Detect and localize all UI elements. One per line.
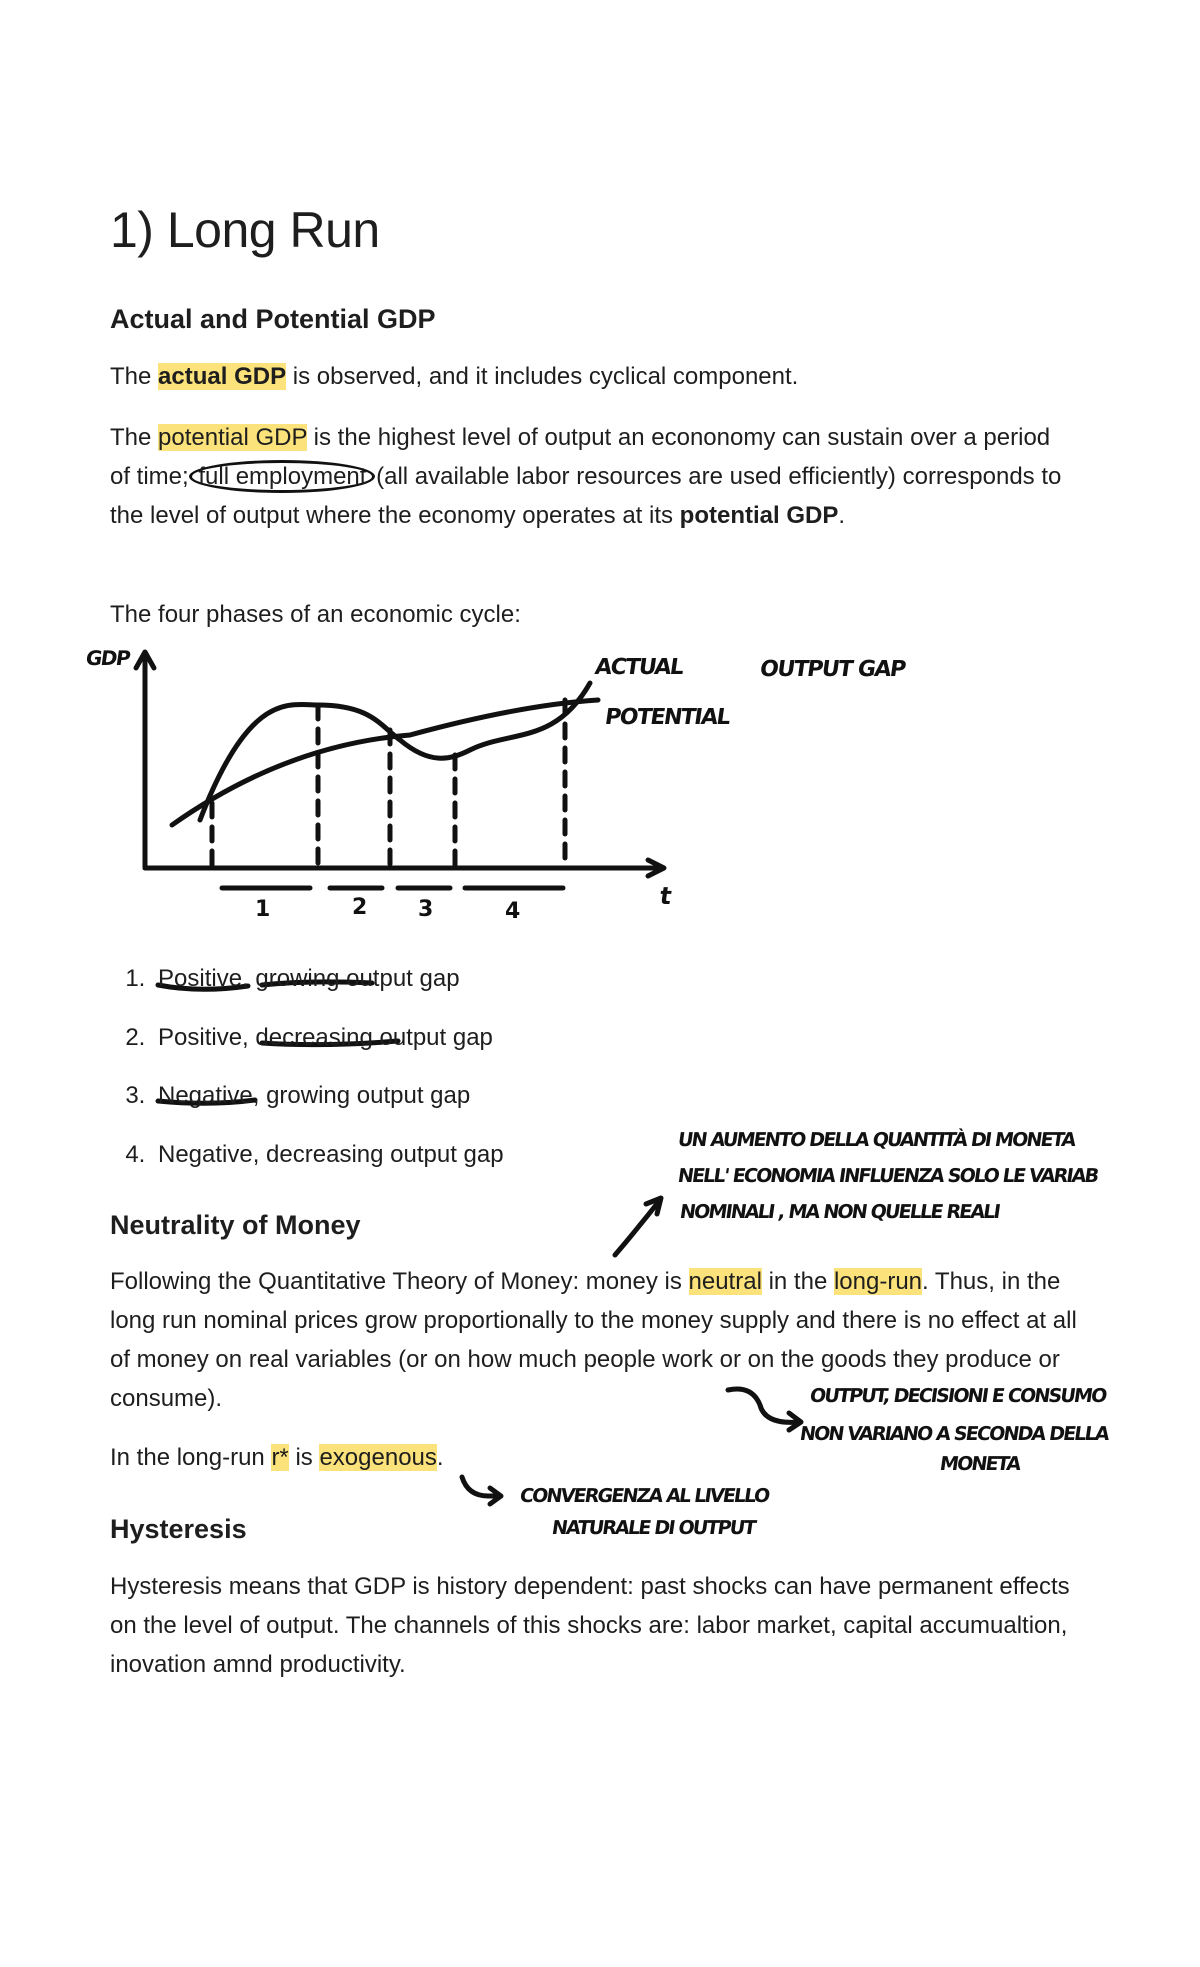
label-actual: ACTUAL <box>593 655 685 680</box>
list-item <box>152 1009 504 1068</box>
phase-number-3: 3 <box>418 897 434 922</box>
section-title-gdp: Actual and Potential GDP <box>110 304 436 334</box>
phases-list <box>110 950 504 1184</box>
page-title: 1) Long Run <box>110 202 380 258</box>
text: Positive, <box>158 1023 256 1051</box>
bold-potential-gdp: potential GDP <box>679 502 839 529</box>
axis-label-t: t <box>658 882 672 910</box>
text: in the <box>761 1268 834 1295</box>
section-title-hysteresis: Hysteresis <box>110 1514 247 1544</box>
note-convergence-line-1: CONVERGENZA AL LIVELLO <box>518 1485 770 1507</box>
text: output gap <box>372 1023 493 1051</box>
section-title-money: Neutrality of Money <box>110 1210 361 1240</box>
note-output-line-1: OUTPUT, DECISIONI E CONSUMO <box>808 1385 1107 1407</box>
note-convergence-line-2: NATURALE DI OUTPUT <box>550 1517 757 1539</box>
text: The <box>110 424 159 451</box>
text: . <box>436 1444 444 1471</box>
note-money-line-3: NOMINALI , MA NON QUELLE REALI <box>678 1201 1001 1223</box>
list-item <box>152 950 504 1009</box>
potential-gdp-curve <box>172 700 598 825</box>
paragraph-r-star <box>110 1438 1070 1477</box>
text: output gap <box>339 965 460 992</box>
note-output-line-2: NON VARIANO A SECONDA DELLA <box>798 1423 1110 1445</box>
note-output-line-3: MONETA <box>938 1453 1021 1475</box>
list-item <box>152 1067 504 1126</box>
text: is the highest level of output an econonomy can sustain over a period of time; <box>110 424 1051 490</box>
text: is observed, and it includes cyclical component. <box>286 363 799 390</box>
text: growing <box>255 965 340 992</box>
axis-label-gdp: GDP <box>84 646 131 670</box>
text: Following the Quantitative Theory of Money: money is <box>110 1268 689 1295</box>
label-output-gap: OUTPUT GAP <box>758 657 907 682</box>
arrow-to-neutrality <box>615 1200 660 1255</box>
phase-number-2: 2 <box>352 895 368 920</box>
note-money-line-1: UN AUMENTO DELLA QUANTITÀ DI MONETA <box>676 1129 1076 1151</box>
list-item <box>152 1126 504 1185</box>
text: decreasing <box>255 1023 373 1051</box>
highlight-actual-gdp: actual GDP <box>158 363 287 390</box>
text: The <box>110 363 159 390</box>
phase-number-1: 1 <box>255 897 271 922</box>
actual-gdp-curve <box>200 683 590 820</box>
phase-number-4: 4 <box>505 899 521 924</box>
phase-boundaries <box>212 700 565 868</box>
highlight-r-star: r* <box>271 1444 289 1471</box>
highlight-long-run: long-run <box>833 1268 923 1295</box>
note-money-line-2: NELL' ECONOMIA INFLUENZA SOLO LE VARIAB <box>676 1165 1099 1187</box>
text: Negative <box>158 1082 253 1109</box>
text: Positive <box>158 965 243 992</box>
text: . Thus, in the long run nominal prices grow proportionally to the money supply and there is no effect at all of money on real variables (or on how much people work or on the goods they produce or consume). <box>110 1268 1077 1412</box>
highlight-potential-gdp: potential GDP <box>158 424 308 451</box>
text: , growing output gap <box>252 1082 471 1109</box>
circled-full-employment: full employment <box>189 460 375 493</box>
paragraph-hysteresis: Hysteresis means that GDP is history dependent: past shocks can have permanent effects on the level of output. The channels of this shocks are: labor market, capital accumualtion, inovation amnd productivity. <box>110 1573 1070 1678</box>
text: (all available labor resources are used efficiently) corresponds to the level of output where the economy operates at its <box>110 463 1062 529</box>
label-potential: POTENTIAL <box>603 705 731 730</box>
highlight-exogenous: exogenous <box>319 1444 437 1471</box>
highlight-neutral: neutral <box>688 1268 762 1295</box>
text: . <box>838 502 846 529</box>
paragraph-four-phases: The four phases of an economic cycle: <box>110 601 521 628</box>
text: is <box>288 1444 320 1471</box>
text: Negative, decreasing output gap <box>158 1140 504 1168</box>
text: , <box>242 965 256 992</box>
text: In the long-run <box>110 1444 272 1471</box>
